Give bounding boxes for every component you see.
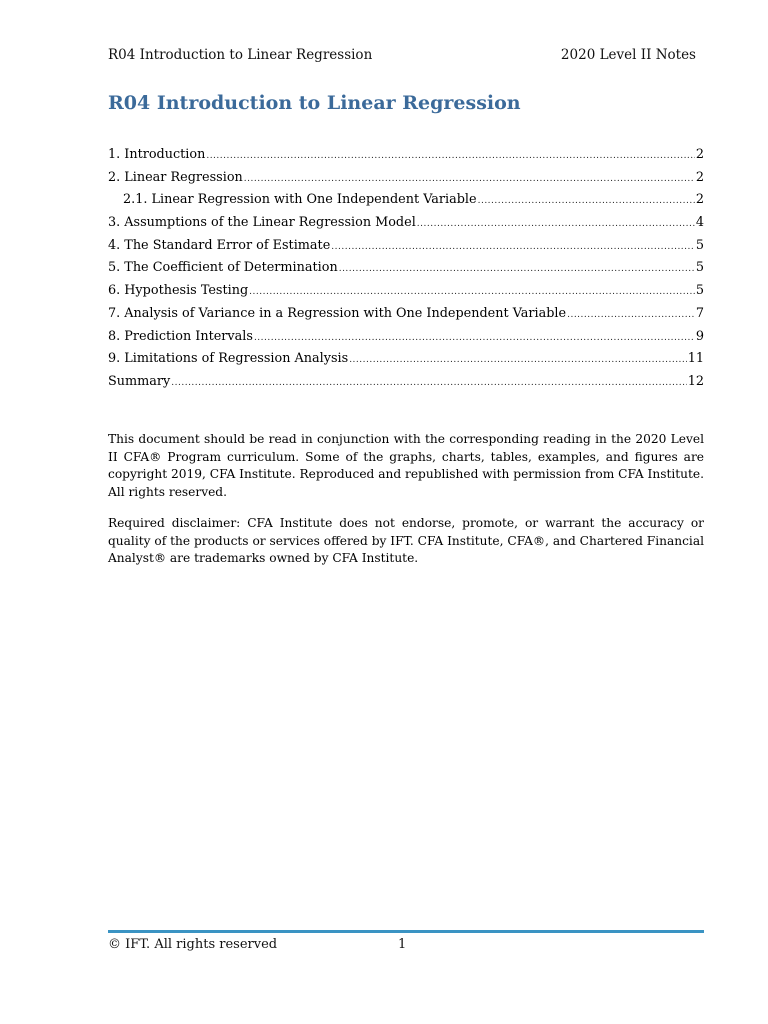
toc-entry-label: 8. Prediction Intervals — [108, 328, 253, 344]
toc-entry-page: 2 — [695, 147, 704, 162]
footer-rule — [108, 930, 704, 933]
toc-entry-page: 2 — [695, 169, 704, 185]
toc-dot-leader — [206, 151, 695, 161]
page-footer — [108, 937, 704, 955]
toc-entry-page: 4 — [695, 215, 704, 231]
toc-entry-label: 2. Linear Regression — [108, 169, 243, 185]
page-header — [108, 47, 696, 63]
document-title: R04 Introduction to Linear Regression — [108, 92, 521, 114]
toc-entry-hypothesis-testing[interactable] — [108, 283, 704, 306]
toc-entry-label: 9. Limitations of Regression Analysis — [108, 351, 349, 367]
table-of-contents — [108, 147, 704, 397]
toc-entry-label: 7. Analysis of Variance in a Regression with One Independent Variable — [108, 305, 567, 321]
toc-entry-limitations[interactable] — [108, 351, 704, 374]
toc-dot-leader — [339, 264, 695, 274]
header-document-title: R04 Introduction to Linear Regression — [108, 47, 373, 63]
toc-entry-label: 5. The Coefficient of Determination — [108, 260, 338, 276]
toc-entry-page: 9 — [695, 328, 704, 344]
toc-entry-page: 5 — [695, 283, 704, 299]
toc-entry-one-independent-variable[interactable] — [108, 192, 704, 215]
toc-entry-prediction-intervals[interactable] — [108, 329, 704, 352]
toc-entry-standard-error[interactable] — [108, 238, 704, 261]
toc-dot-leader — [254, 333, 695, 343]
toc-entry-introduction[interactable] — [108, 147, 704, 170]
toc-dot-leader — [331, 242, 695, 252]
toc-dot-leader — [171, 378, 686, 388]
toc-entry-page: 5 — [695, 237, 704, 253]
toc-entry-label: 2.1. Linear Regression with One Independent Variable — [123, 192, 477, 208]
toc-entry-assumptions[interactable] — [108, 215, 704, 238]
toc-entry-label: Summary — [108, 373, 171, 389]
toc-entry-label: 6. Hypothesis Testing — [108, 283, 249, 299]
toc-entry-label: 1. Introduction — [108, 147, 206, 162]
toc-entry-label: 3. Assumptions of the Linear Regression Model — [108, 215, 416, 231]
toc-entry-analysis-of-variance[interactable] — [108, 306, 704, 329]
toc-dot-leader — [249, 287, 695, 297]
footer-copyright: © IFT. All rights reserved — [108, 937, 278, 952]
toc-entry-linear-regression[interactable] — [108, 170, 704, 193]
header-level-notes: 2020 Level II Notes — [560, 47, 696, 63]
toc-dot-leader — [567, 310, 695, 320]
conjunction-note: This document should be read in conjunction with the corresponding reading in the 2020 Level II CFA® Program curriculum. Some of the graphs, charts, tables, examples, and figures are copyright 2019, CFA Institute. Reproduced and republished with permission from CFA Institute. All rights reserved. — [108, 432, 704, 499]
toc-entry-page: 2 — [695, 192, 704, 208]
toc-entry-label: 4. The Standard Error of Estimate — [108, 237, 331, 253]
toc-entry-page: 12 — [687, 373, 704, 389]
toc-entry-page: 7 — [695, 305, 704, 321]
toc-dot-leader — [478, 196, 695, 206]
toc-dot-leader — [349, 355, 687, 365]
toc-dot-leader — [417, 219, 695, 229]
toc-entry-page: 5 — [695, 260, 704, 276]
toc-entry-summary[interactable] — [108, 374, 704, 397]
toc-entry-coefficient-of-determination[interactable] — [108, 260, 704, 283]
required-disclaimer: Required disclaimer: CFA Institute does not endorse, promote, or warrant the accuracy or quality of the products or services offered by IFT. CFA Institute, CFA®, and Chartered Financial Analyst® are trademarks owned by CFA Institute. — [108, 516, 704, 565]
toc-dot-leader — [244, 174, 695, 184]
toc-entry-page: 11 — [687, 351, 704, 367]
footer-page-number: 1 — [398, 937, 407, 952]
